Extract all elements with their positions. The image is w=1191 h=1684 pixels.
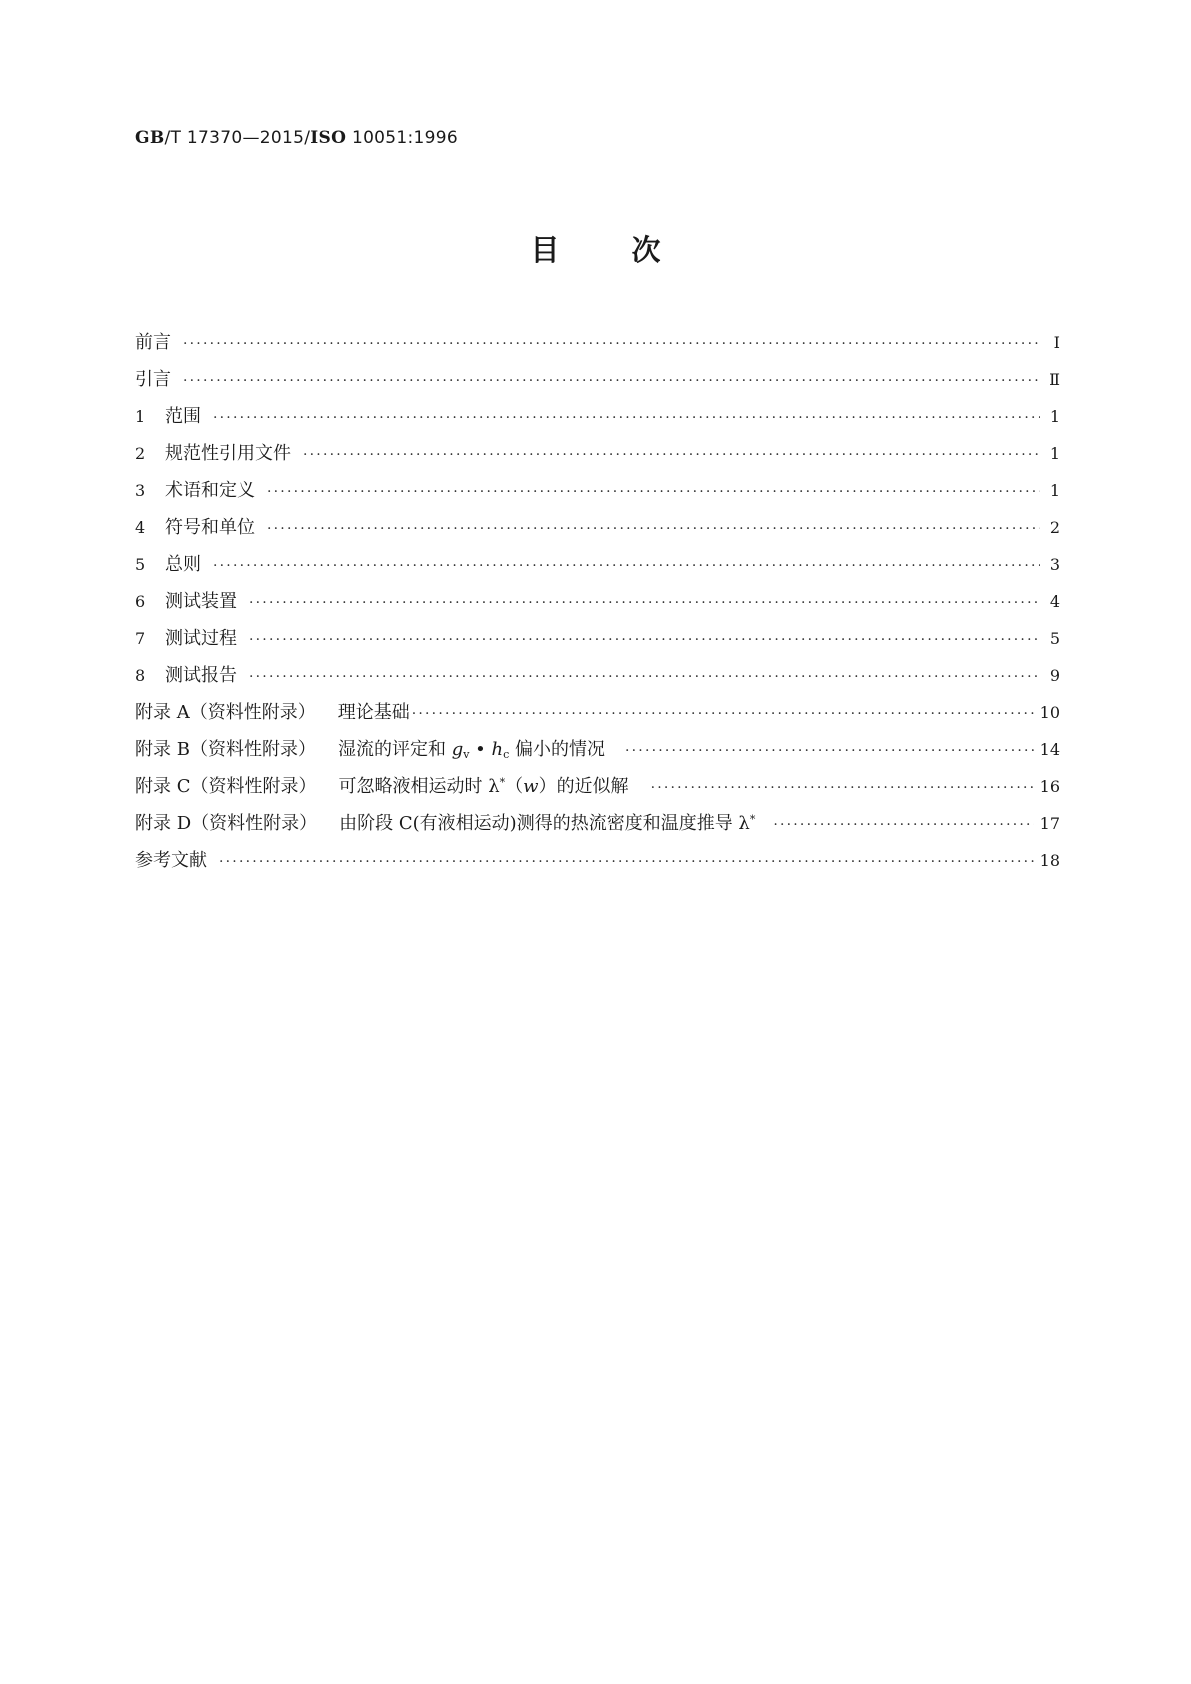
toc-number: 7 (135, 629, 146, 648)
toc-page: Ⅰ (1053, 333, 1060, 352)
toc-page: 1 (1049, 407, 1060, 426)
toc-page: 1 (1049, 481, 1060, 500)
annex-prefix: 附录 C（资料性附录） (135, 776, 317, 797)
annex-prefix: 附录 A（资料性附录） (135, 702, 316, 723)
toc-page: 1 (1049, 444, 1060, 463)
dot-leader (183, 336, 1040, 352)
dot-leader (249, 632, 1040, 648)
symbol-h-subscript: c (503, 748, 510, 761)
dot-leader (267, 484, 1040, 500)
toc-label: 总则 (165, 554, 201, 575)
toc-label: 前言 (135, 332, 171, 353)
symbol-h: h (491, 739, 504, 760)
dot-leader (651, 780, 1034, 796)
lambda-star: * (749, 813, 756, 826)
toc-number: 1 (135, 407, 146, 426)
annex-title: 由阶段 C(有液相运动)测得的热流密度和温度推导 λ (339, 813, 750, 834)
toc-number: 2 (135, 444, 146, 463)
iso-prefix: ISO (310, 128, 347, 148)
toc-label: 测试过程 (165, 628, 237, 649)
dot-leader (412, 706, 1034, 722)
title-char-1: 目 (530, 233, 560, 267)
table-of-contents (135, 328, 1060, 883)
toc-page: 14 (1039, 740, 1060, 759)
toc-label: 规范性引用文件 (165, 443, 291, 464)
toc-label: 引言 (135, 369, 171, 390)
toc-item-5[interactable] (135, 550, 1060, 587)
toc-item-3[interactable] (135, 476, 1060, 513)
toc-item-intro[interactable] (135, 365, 1060, 402)
annex-title-part-1: 湿流的评定和 (337, 739, 452, 760)
document-header (135, 128, 458, 148)
annex-title-part-2: 的近似解 (556, 776, 629, 797)
iso-number: 10051:1996 (346, 128, 459, 148)
toc-item-preface[interactable] (135, 328, 1060, 365)
dot-leader (267, 521, 1040, 537)
toc-item-annex-a[interactable] (135, 698, 1060, 735)
toc-page: 10 (1039, 703, 1060, 722)
toc-label: 术语和定义 (165, 480, 255, 501)
toc-label: 符号和单位 (165, 517, 255, 538)
title-char-2: 次 (631, 233, 661, 267)
dot-leader (249, 669, 1040, 685)
toc-item-4[interactable] (135, 513, 1060, 550)
annex-prefix: 附录 B（资料性附录） (135, 739, 316, 760)
toc-number: 6 (135, 592, 146, 611)
toc-page: 4 (1049, 592, 1060, 611)
toc-item-2[interactable] (135, 439, 1060, 476)
dot-leader (213, 558, 1040, 574)
dot-leader (773, 817, 1033, 833)
multiply-dot: • (469, 739, 492, 760)
standard-prefix: GB (135, 128, 165, 148)
toc-number: 4 (135, 518, 146, 537)
toc-label: 测试报告 (165, 665, 237, 686)
toc-item-6[interactable] (135, 587, 1060, 624)
dot-leader (183, 373, 1040, 389)
toc-page: 9 (1049, 666, 1060, 685)
toc-item-annex-b[interactable] (135, 735, 1060, 772)
toc-page: 18 (1039, 851, 1060, 870)
symbol-g: g (451, 739, 464, 760)
lambda-star: * (499, 776, 506, 789)
toc-page: 5 (1049, 629, 1060, 648)
toc-number: 5 (135, 555, 146, 574)
annex-prefix: 附录 D（资料性附录） (135, 813, 318, 834)
toc-number: 8 (135, 666, 146, 685)
toc-label: 测试装置 (165, 591, 237, 612)
toc-page: Ⅱ (1049, 370, 1060, 389)
toc-label: 范围 (165, 406, 201, 427)
standard-number: /T 17370—2015/ (164, 128, 311, 148)
annex-title-part-1: 可忽略液相运动时 λ (338, 776, 500, 797)
dot-leader (625, 743, 1034, 759)
page-title (0, 228, 1191, 269)
toc-item-annex-c[interactable] (135, 772, 1060, 809)
toc-label: 参考文献 (135, 850, 207, 871)
annex-title: 理论基础 (337, 702, 410, 723)
toc-page: 17 (1039, 814, 1060, 833)
toc-item-annex-d[interactable] (135, 809, 1060, 846)
toc-page: 2 (1049, 518, 1060, 537)
toc-page: 16 (1039, 777, 1060, 796)
toc-item-7[interactable] (135, 624, 1060, 661)
symbol-w: w (523, 776, 539, 797)
annex-title-part-2: 偏小的情况 (509, 739, 605, 760)
toc-page: 3 (1049, 555, 1060, 574)
dot-leader (213, 410, 1040, 426)
toc-number: 3 (135, 481, 146, 500)
toc-item-references[interactable] (135, 846, 1060, 883)
dot-leader (219, 854, 1034, 870)
symbol-g-subscript: v (463, 748, 470, 761)
toc-item-8[interactable] (135, 661, 1060, 698)
dot-leader (249, 595, 1040, 611)
toc-item-1[interactable] (135, 402, 1060, 439)
paren-close: ） (538, 776, 557, 797)
dot-leader (303, 447, 1040, 463)
paren-open: （ (505, 776, 524, 797)
